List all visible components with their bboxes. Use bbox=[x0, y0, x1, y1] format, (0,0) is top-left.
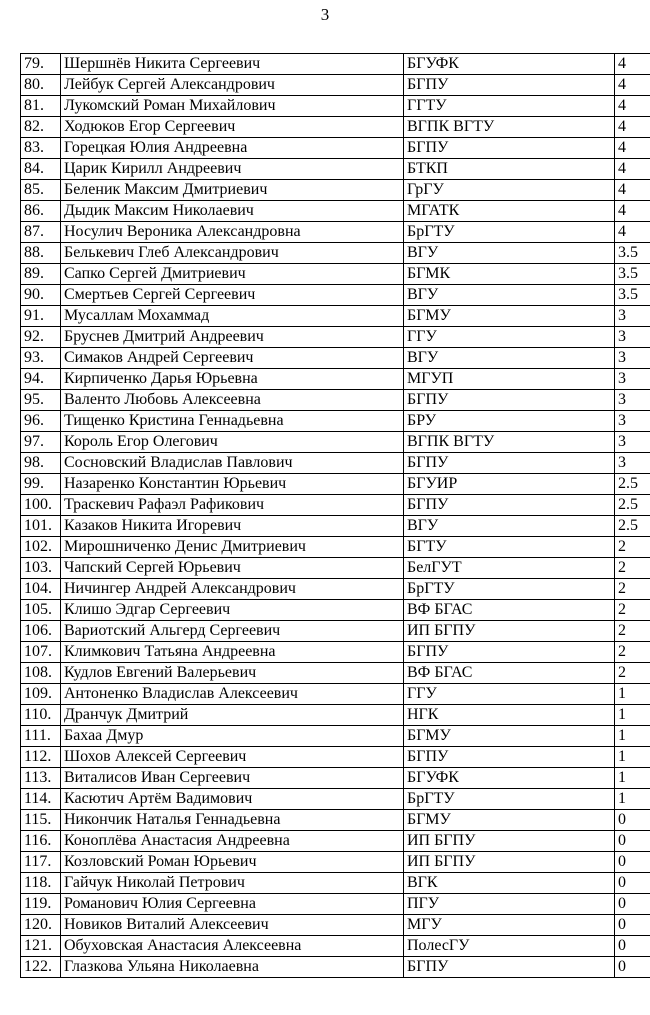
institution-cell: ИП БГПУ bbox=[404, 621, 615, 642]
table-row bbox=[21, 621, 650, 642]
participant-name-cell: Лукомский Роман Михайлович bbox=[61, 96, 404, 117]
table-row bbox=[21, 96, 650, 117]
participant-name-cell: Гайчук Николай Петрович bbox=[61, 873, 404, 894]
institution-cell: БГПУ bbox=[404, 390, 615, 411]
score-cell: 4 bbox=[615, 138, 650, 159]
institution-cell: ВГК bbox=[404, 873, 615, 894]
table-row bbox=[21, 432, 650, 453]
participant-name-cell: Климкович Татьяна Андреевна bbox=[61, 642, 404, 663]
score-cell: 0 bbox=[615, 810, 650, 831]
participant-name-cell: Бруснев Дмитрий Андреевич bbox=[61, 327, 404, 348]
participant-name-cell: Глазкова Ульяна Николаевна bbox=[61, 957, 404, 978]
institution-cell: ПГУ bbox=[404, 894, 615, 915]
participant-name-cell: Никончик Наталья Геннадьевна bbox=[61, 810, 404, 831]
row-number-cell: 92. bbox=[21, 327, 61, 348]
table-row bbox=[21, 705, 650, 726]
score-cell: 1 bbox=[615, 684, 650, 705]
row-number-cell: 111. bbox=[21, 726, 61, 747]
participant-name-cell: Козловский Роман Юрьевич bbox=[61, 852, 404, 873]
participant-name-cell: Беленик Максим Дмитриевич bbox=[61, 180, 404, 201]
score-cell: 3.5 bbox=[615, 264, 650, 285]
participant-name-cell: Смертьев Сергей Сергеевич bbox=[61, 285, 404, 306]
score-cell: 3 bbox=[615, 306, 650, 327]
institution-cell: БГПУ bbox=[404, 747, 615, 768]
score-cell: 0 bbox=[615, 915, 650, 936]
table-row bbox=[21, 327, 650, 348]
row-number-cell: 105. bbox=[21, 600, 61, 621]
row-number-cell: 112. bbox=[21, 747, 61, 768]
table-row bbox=[21, 201, 650, 222]
institution-cell: ВГУ bbox=[404, 516, 615, 537]
row-number-cell: 84. bbox=[21, 159, 61, 180]
score-cell: 3.5 bbox=[615, 285, 650, 306]
institution-cell: ВГПК ВГТУ bbox=[404, 117, 615, 138]
row-number-cell: 122. bbox=[21, 957, 61, 978]
row-number-cell: 93. bbox=[21, 348, 61, 369]
table-row bbox=[21, 159, 650, 180]
score-cell: 2 bbox=[615, 642, 650, 663]
table-row bbox=[21, 516, 650, 537]
score-cell: 2 bbox=[615, 558, 650, 579]
results-table-body bbox=[21, 54, 650, 978]
institution-cell: ВФ БГАС bbox=[404, 600, 615, 621]
table-row bbox=[21, 264, 650, 285]
institution-cell: БГПУ bbox=[404, 957, 615, 978]
score-cell: 0 bbox=[615, 831, 650, 852]
institution-cell: БрГТУ bbox=[404, 579, 615, 600]
table-row bbox=[21, 306, 650, 327]
score-cell: 2 bbox=[615, 663, 650, 684]
table-row bbox=[21, 54, 650, 75]
score-cell: 4 bbox=[615, 201, 650, 222]
results-table bbox=[20, 53, 650, 978]
row-number-cell: 101. bbox=[21, 516, 61, 537]
table-row bbox=[21, 873, 650, 894]
table-row bbox=[21, 117, 650, 138]
institution-cell: БГМУ bbox=[404, 726, 615, 747]
institution-cell: БГМУ bbox=[404, 810, 615, 831]
score-cell: 0 bbox=[615, 852, 650, 873]
score-cell: 2.5 bbox=[615, 495, 650, 516]
row-number-cell: 108. bbox=[21, 663, 61, 684]
participant-name-cell: Клишо Эдгар Сергеевич bbox=[61, 600, 404, 621]
score-cell: 3 bbox=[615, 390, 650, 411]
score-cell: 4 bbox=[615, 96, 650, 117]
participant-name-cell: Вариотский Альгерд Сергеевич bbox=[61, 621, 404, 642]
institution-cell: БГПУ bbox=[404, 75, 615, 96]
institution-cell: БелГУТ bbox=[404, 558, 615, 579]
participant-name-cell: Назаренко Константин Юрьевич bbox=[61, 474, 404, 495]
participant-name-cell: Ходюков Егор Сергеевич bbox=[61, 117, 404, 138]
institution-cell: БРУ bbox=[404, 411, 615, 432]
table-row bbox=[21, 852, 650, 873]
table-row bbox=[21, 957, 650, 978]
participant-name-cell: Новиков Виталий Алексеевич bbox=[61, 915, 404, 936]
score-cell: 0 bbox=[615, 894, 650, 915]
score-cell: 1 bbox=[615, 726, 650, 747]
table-row bbox=[21, 684, 650, 705]
page-number: 3 bbox=[320, 5, 330, 24]
participant-name-cell: Кирпиченко Дарья Юрьевна bbox=[61, 369, 404, 390]
institution-cell: БрГТУ bbox=[404, 789, 615, 810]
table-row bbox=[21, 411, 650, 432]
row-number-cell: 107. bbox=[21, 642, 61, 663]
institution-cell: БГПУ bbox=[404, 138, 615, 159]
row-number-cell: 109. bbox=[21, 684, 61, 705]
score-cell: 3 bbox=[615, 327, 650, 348]
row-number-cell: 79. bbox=[21, 54, 61, 75]
row-number-cell: 80. bbox=[21, 75, 61, 96]
table-row bbox=[21, 726, 650, 747]
row-number-cell: 102. bbox=[21, 537, 61, 558]
institution-cell: ГГУ bbox=[404, 684, 615, 705]
institution-cell: БГМУ bbox=[404, 306, 615, 327]
score-cell: 4 bbox=[615, 180, 650, 201]
participant-name-cell: Валенто Любовь Алексеевна bbox=[61, 390, 404, 411]
score-cell: 3 bbox=[615, 432, 650, 453]
row-number-cell: 91. bbox=[21, 306, 61, 327]
institution-cell: БГУФК bbox=[404, 54, 615, 75]
participant-name-cell: Касютич Артём Вадимович bbox=[61, 789, 404, 810]
table-row bbox=[21, 768, 650, 789]
score-cell: 0 bbox=[615, 936, 650, 957]
participant-name-cell: Виталисов Иван Сергеевич bbox=[61, 768, 404, 789]
institution-cell: ВГУ bbox=[404, 348, 615, 369]
row-number-cell: 95. bbox=[21, 390, 61, 411]
score-cell: 4 bbox=[615, 159, 650, 180]
row-number-cell: 83. bbox=[21, 138, 61, 159]
institution-cell: ПолесГУ bbox=[404, 936, 615, 957]
table-row bbox=[21, 285, 650, 306]
row-number-cell: 106. bbox=[21, 621, 61, 642]
table-row bbox=[21, 789, 650, 810]
institution-cell: БГУИР bbox=[404, 474, 615, 495]
institution-cell: ВГУ bbox=[404, 285, 615, 306]
institution-cell: МГУ bbox=[404, 915, 615, 936]
participant-name-cell: Бахаа Дмур bbox=[61, 726, 404, 747]
institution-cell: БГПУ bbox=[404, 453, 615, 474]
participant-name-cell: Чапский Сергей Юрьевич bbox=[61, 558, 404, 579]
score-cell: 4 bbox=[615, 75, 650, 96]
row-number-cell: 90. bbox=[21, 285, 61, 306]
table-row bbox=[21, 369, 650, 390]
row-number-cell: 116. bbox=[21, 831, 61, 852]
institution-cell: ГГУ bbox=[404, 327, 615, 348]
participant-name-cell: Белькевич Глеб Александрович bbox=[61, 243, 404, 264]
institution-cell: БГПУ bbox=[404, 495, 615, 516]
institution-cell: ИП БГПУ bbox=[404, 831, 615, 852]
row-number-cell: 85. bbox=[21, 180, 61, 201]
table-row bbox=[21, 474, 650, 495]
table-row bbox=[21, 558, 650, 579]
table-row bbox=[21, 390, 650, 411]
score-cell: 2 bbox=[615, 537, 650, 558]
participant-name-cell: Антоненко Владислав Алексеевич bbox=[61, 684, 404, 705]
row-number-cell: 97. bbox=[21, 432, 61, 453]
score-cell: 0 bbox=[615, 873, 650, 894]
participant-name-cell: Носулич Вероника Александровна bbox=[61, 222, 404, 243]
table-row bbox=[21, 180, 650, 201]
participant-name-cell: Шершнёв Никита Сергеевич bbox=[61, 54, 404, 75]
participant-name-cell: Лейбук Сергей Александрович bbox=[61, 75, 404, 96]
table-row bbox=[21, 222, 650, 243]
institution-cell: БрГТУ bbox=[404, 222, 615, 243]
row-number-cell: 114. bbox=[21, 789, 61, 810]
score-cell: 0 bbox=[615, 957, 650, 978]
row-number-cell: 87. bbox=[21, 222, 61, 243]
table-row bbox=[21, 138, 650, 159]
table-row bbox=[21, 600, 650, 621]
institution-cell: ИП БГПУ bbox=[404, 852, 615, 873]
row-number-cell: 119. bbox=[21, 894, 61, 915]
institution-cell: НГК bbox=[404, 705, 615, 726]
institution-cell: ГрГУ bbox=[404, 180, 615, 201]
table-row bbox=[21, 747, 650, 768]
table-row bbox=[21, 243, 650, 264]
score-cell: 2.5 bbox=[615, 474, 650, 495]
score-cell: 3 bbox=[615, 411, 650, 432]
table-row bbox=[21, 831, 650, 852]
participant-name-cell: Романович Юлия Сергеевна bbox=[61, 894, 404, 915]
score-cell: 3.5 bbox=[615, 243, 650, 264]
table-row bbox=[21, 642, 650, 663]
participant-name-cell: Обуховская Анастасия Алексеевна bbox=[61, 936, 404, 957]
row-number-cell: 115. bbox=[21, 810, 61, 831]
table-row bbox=[21, 348, 650, 369]
score-cell: 2 bbox=[615, 600, 650, 621]
table-row bbox=[21, 495, 650, 516]
table-row bbox=[21, 453, 650, 474]
participant-name-cell: Царик Кирилл Андреевич bbox=[61, 159, 404, 180]
row-number-cell: 82. bbox=[21, 117, 61, 138]
table-row bbox=[21, 75, 650, 96]
table-row bbox=[21, 579, 650, 600]
institution-cell: ГГТУ bbox=[404, 96, 615, 117]
row-number-cell: 121. bbox=[21, 936, 61, 957]
score-cell: 1 bbox=[615, 768, 650, 789]
row-number-cell: 103. bbox=[21, 558, 61, 579]
institution-cell: БГМК bbox=[404, 264, 615, 285]
row-number-cell: 81. bbox=[21, 96, 61, 117]
score-cell: 2 bbox=[615, 621, 650, 642]
row-number-cell: 118. bbox=[21, 873, 61, 894]
participant-name-cell: Мусаллам Мохаммад bbox=[61, 306, 404, 327]
participant-name-cell: Шохов Алексей Сергеевич bbox=[61, 747, 404, 768]
table-row bbox=[21, 537, 650, 558]
row-number-cell: 88. bbox=[21, 243, 61, 264]
table-row bbox=[21, 810, 650, 831]
institution-cell: ВГУ bbox=[404, 243, 615, 264]
score-cell: 3 bbox=[615, 453, 650, 474]
score-cell: 4 bbox=[615, 54, 650, 75]
score-cell: 1 bbox=[615, 747, 650, 768]
row-number-cell: 94. bbox=[21, 369, 61, 390]
institution-cell: БГУФК bbox=[404, 768, 615, 789]
row-number-cell: 96. bbox=[21, 411, 61, 432]
institution-cell: ВФ БГАС bbox=[404, 663, 615, 684]
score-cell: 2 bbox=[615, 579, 650, 600]
participant-name-cell: Сосновский Владислав Павлович bbox=[61, 453, 404, 474]
row-number-cell: 86. bbox=[21, 201, 61, 222]
participant-name-cell: Мирошниченко Денис Дмитриевич bbox=[61, 537, 404, 558]
participant-name-cell: Тищенко Кристина Геннадьевна bbox=[61, 411, 404, 432]
participant-name-cell: Симаков Андрей Сергеевич bbox=[61, 348, 404, 369]
score-cell: 2.5 bbox=[615, 516, 650, 537]
participant-name-cell: Ничингер Андрей Александрович bbox=[61, 579, 404, 600]
participant-name-cell: Сапко Сергей Дмитриевич bbox=[61, 264, 404, 285]
row-number-cell: 110. bbox=[21, 705, 61, 726]
participant-name-cell: Коноплёва Анастасия Андреевна bbox=[61, 831, 404, 852]
institution-cell: ВГПК ВГТУ bbox=[404, 432, 615, 453]
table-row bbox=[21, 663, 650, 684]
row-number-cell: 99. bbox=[21, 474, 61, 495]
row-number-cell: 117. bbox=[21, 852, 61, 873]
score-cell: 1 bbox=[615, 705, 650, 726]
institution-cell: БГПУ bbox=[404, 642, 615, 663]
institution-cell: БГТУ bbox=[404, 537, 615, 558]
table-row bbox=[21, 894, 650, 915]
participant-name-cell: Король Егор Олегович bbox=[61, 432, 404, 453]
participant-name-cell: Казаков Никита Игоревич bbox=[61, 516, 404, 537]
score-cell: 3 bbox=[615, 348, 650, 369]
participant-name-cell: Дыдик Максим Николаевич bbox=[61, 201, 404, 222]
participant-name-cell: Кудлов Евгений Валерьевич bbox=[61, 663, 404, 684]
participant-name-cell: Горецкая Юлия Андреевна bbox=[61, 138, 404, 159]
institution-cell: БТКП bbox=[404, 159, 615, 180]
score-cell: 1 bbox=[615, 789, 650, 810]
participant-name-cell: Траскевич Рафаэл Рафикович bbox=[61, 495, 404, 516]
row-number-cell: 113. bbox=[21, 768, 61, 789]
row-number-cell: 120. bbox=[21, 915, 61, 936]
institution-cell: МГУП bbox=[404, 369, 615, 390]
row-number-cell: 104. bbox=[21, 579, 61, 600]
row-number-cell: 89. bbox=[21, 264, 61, 285]
table-row bbox=[21, 915, 650, 936]
table-row bbox=[21, 936, 650, 957]
institution-cell: МГАТК bbox=[404, 201, 615, 222]
score-cell: 4 bbox=[615, 222, 650, 243]
score-cell: 3 bbox=[615, 369, 650, 390]
participant-name-cell: Дранчук Дмитрий bbox=[61, 705, 404, 726]
row-number-cell: 98. bbox=[21, 453, 61, 474]
row-number-cell: 100. bbox=[21, 495, 61, 516]
score-cell: 4 bbox=[615, 117, 650, 138]
